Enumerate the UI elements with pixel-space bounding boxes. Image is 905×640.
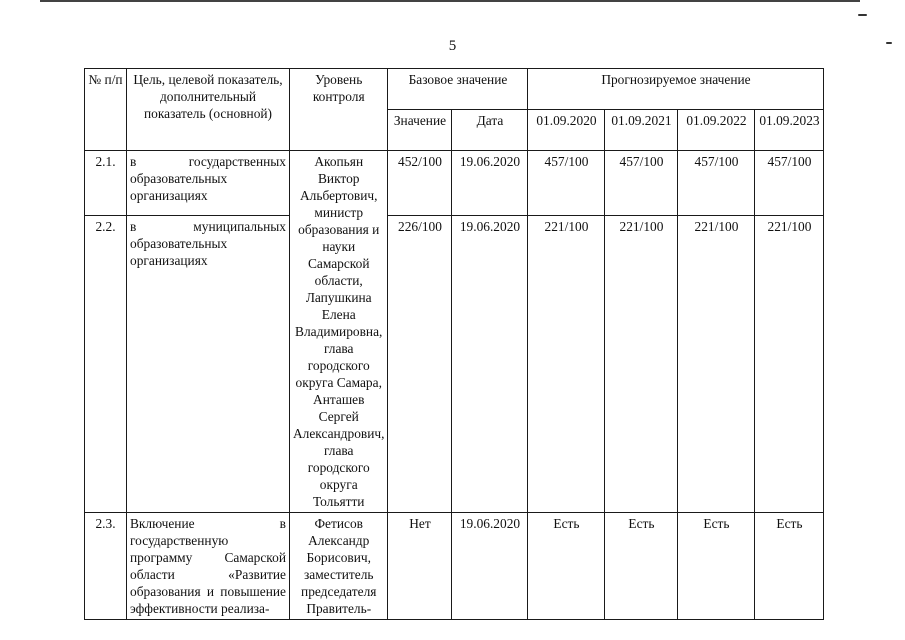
header-forecast: Прогнозируемое значение [528, 69, 824, 110]
row-forecast-value: 221/100 [528, 215, 605, 512]
header-num: № п/п [85, 69, 127, 151]
row-base-date: 19.06.2020 [452, 151, 528, 216]
row-num: 2.3. [85, 513, 127, 620]
scan-speck [858, 14, 867, 16]
row-forecast-value: 457/100 [755, 151, 824, 216]
row-base-date: 19.06.2020 [452, 513, 528, 620]
row-control-shared: Акопьян Виктор Альбертович, министр образования и науки Самарской области, Лапушкина Елена Владимировна, глава городского округа Самара, Анташев Сергей Александрович, глава городского округа Тольятти [290, 151, 388, 513]
row-forecast-value: 457/100 [678, 151, 755, 216]
row-num: 2.2. [85, 215, 127, 512]
header-forecast-date: 01.09.2021 [605, 110, 678, 151]
row-base-value: 226/100 [388, 215, 452, 512]
header-base: Базовое значение [388, 69, 528, 110]
header-row-1 [85, 69, 824, 110]
header-base-value: Значение [388, 110, 452, 151]
row-num: 2.1. [85, 151, 127, 216]
row-forecast-value: Есть [678, 513, 755, 620]
header-forecast-date: 01.09.2020 [528, 110, 605, 151]
row-forecast-value: 221/100 [605, 215, 678, 512]
table-row [85, 215, 824, 512]
row-goal: Включение в государственную программу Самарской области «Развитие образования и повышение эффективности реализа- [127, 513, 290, 620]
scan-top-border [40, 0, 860, 2]
row-forecast-value: Есть [528, 513, 605, 620]
targets-table [84, 68, 824, 620]
header-goal: Цель, целевой показатель, дополнительный показатель (основной) [127, 69, 290, 151]
row-base-value: Нет [388, 513, 452, 620]
row-forecast-value: 457/100 [605, 151, 678, 216]
table-row [85, 151, 824, 216]
page-number: 5 [448, 38, 457, 54]
row-forecast-value: 221/100 [678, 215, 755, 512]
row-forecast-value: Есть [605, 513, 678, 620]
row-goal: в муниципальных образовательных организациях [127, 215, 290, 512]
row-forecast-value: Есть [755, 513, 824, 620]
row-forecast-value: 457/100 [528, 151, 605, 216]
header-control: Уровень контроля [290, 69, 388, 151]
row-base-value: 452/100 [388, 151, 452, 216]
table-row [85, 513, 824, 620]
row-forecast-value: 221/100 [755, 215, 824, 512]
header-base-date: Дата [452, 110, 528, 151]
row-goal: в государственных образовательных организациях [127, 151, 290, 216]
row-control: Фетисов Александр Борисович, заместитель председателя Правитель- [290, 513, 388, 620]
header-forecast-date: 01.09.2023 [755, 110, 824, 151]
row-base-date: 19.06.2020 [452, 215, 528, 512]
header-forecast-date: 01.09.2022 [678, 110, 755, 151]
